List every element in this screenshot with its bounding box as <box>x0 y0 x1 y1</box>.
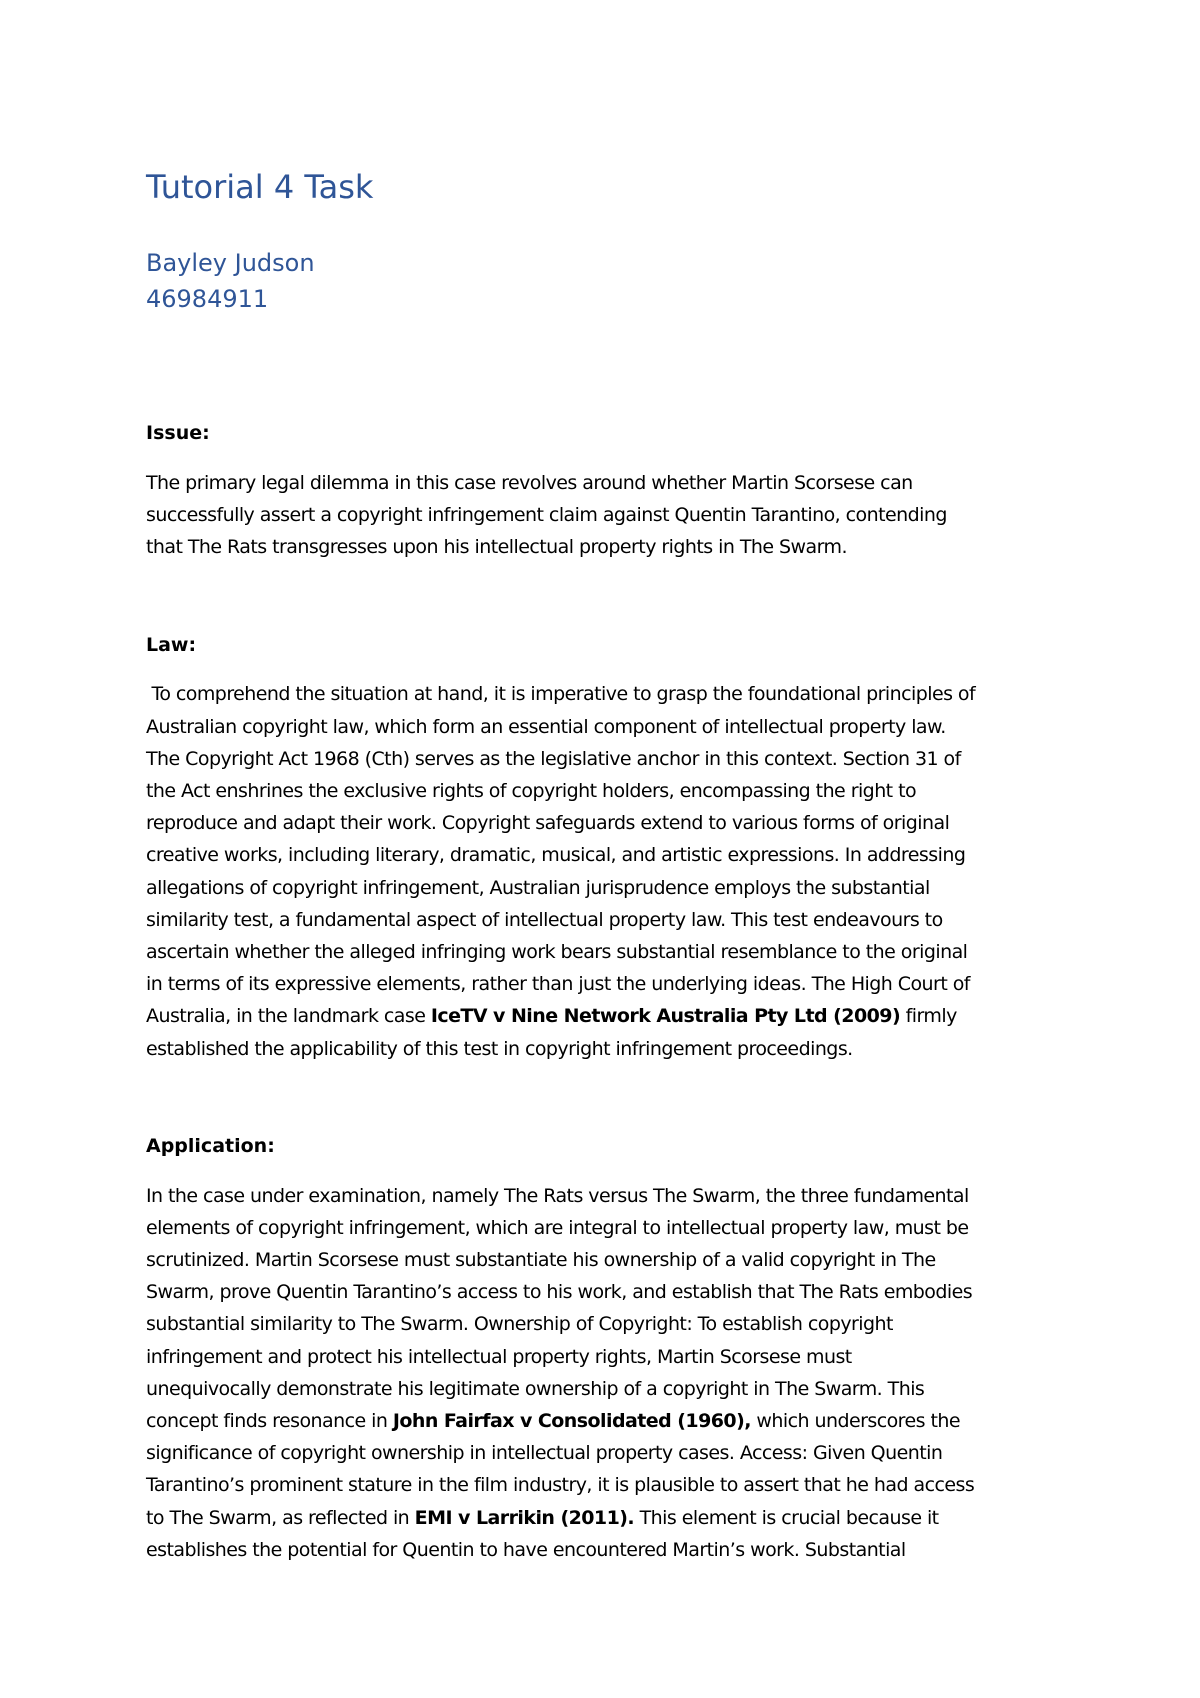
paragraph-line: ascertain whether the alleged infringing work bears substantial resemblance to the original <box>146 941 968 964</box>
paragraph-line: substantial similarity to The Swarm. Ownership of Copyright: To establish copyright <box>146 1313 893 1336</box>
paragraph-line-case-citation <box>146 1405 1076 1437</box>
paragraph-line: elements of copyright infringement, which are integral to intellectual property law, must be <box>146 1216 969 1239</box>
paragraph-line: Australian copyright law, which form an essential component of intellectual property law. <box>146 715 946 738</box>
paragraph-line: reproduce and adapt their work. Copyright safeguards extend to various forms of original <box>146 812 950 835</box>
section-application <box>146 1135 1076 1566</box>
line-text: concept finds resonance in <box>146 1410 393 1433</box>
paragraph-line-case-citation <box>146 1502 1076 1534</box>
line-text: which underscores the <box>750 1410 961 1433</box>
case-citation-icetv: IceTV v Nine Network Australia Pty Ltd (2009) <box>430 1005 901 1028</box>
section-issue <box>146 422 1076 563</box>
section-heading-application: Application: <box>146 1134 275 1157</box>
paragraph-line: scrutinized. Martin Scorsese must substantiate his ownership of a valid copyright in The <box>146 1249 936 1272</box>
paragraph-line: In the case under examination, namely The Rats versus The Swarm, the three fundamental <box>146 1184 969 1207</box>
paragraph-line: unequivocally demonstrate his legitimate ownership of a copyright in The Swarm. This <box>146 1377 925 1400</box>
application-paragraph <box>146 1180 1076 1566</box>
paragraph-line: similarity test, a fundamental aspect of intellectual property law. This test endeavours to <box>146 908 943 931</box>
paragraph-line: established the applicability of this test in copyright infringement proceedings. <box>146 1037 853 1060</box>
paragraph-line: successfully assert a copyright infringement claim against Quentin Tarantino, contending <box>146 504 947 527</box>
paragraph-line: To comprehend the situation at hand, it is imperative to grasp the foundational principles of <box>146 683 976 706</box>
section-spacer <box>146 1065 1076 1135</box>
line-text: firmly <box>900 1005 957 1028</box>
section-law <box>146 634 1076 1065</box>
paragraph-line-case-citation <box>146 1000 1076 1032</box>
paragraph-line: allegations of copyright infringement, Australian jurisprudence employs the substantial <box>146 876 930 899</box>
paragraph-line: in terms of its expressive elements, rather than just the underlying ideas. The High Court of <box>146 973 970 996</box>
author-block <box>146 245 1076 317</box>
case-citation-fairfax: John Fairfax v Consolidated (1960), <box>392 1410 751 1433</box>
paragraph-line: establishes the potential for Quentin to have encountered Martin’s work. Substantial <box>146 1538 906 1561</box>
section-spacer <box>146 564 1076 634</box>
paragraph-line: creative works, including literary, dramatic, musical, and artistic expressions. In addressing <box>146 844 966 867</box>
law-paragraph <box>146 678 1076 1064</box>
section-heading-issue: Issue: <box>146 422 210 445</box>
line-text: This element is crucial because it <box>634 1506 939 1529</box>
issue-paragraph <box>146 467 1076 564</box>
paragraph-line: the Act enshrines the exclusive rights of copyright holders, encompassing the right to <box>146 780 917 802</box>
line-text: Australia, in the landmark case <box>146 1005 431 1028</box>
document-title: Tutorial 4 Task <box>146 168 374 206</box>
paragraph-line: The primary legal dilemma in this case revolves around whether Martin Scorsese can <box>146 471 913 494</box>
paragraph-line: infringement and protect his intellectual property rights, Martin Scorsese must <box>146 1345 852 1368</box>
case-citation-emi: EMI v Larrikin (2011). <box>414 1506 635 1529</box>
section-heading-law: Law: <box>146 633 197 656</box>
paragraph-line: significance of copyright ownership in intellectual property cases. Access: Given Quentin <box>146 1442 943 1465</box>
paragraph-line: that The Rats transgresses upon his intellectual property rights in The Swarm. <box>146 536 847 559</box>
author-name: Bayley Judson <box>146 249 315 278</box>
document-body <box>146 170 1076 1566</box>
paragraph-line: Swarm, prove Quentin Tarantino’s access to his work, and establish that The Rats embodies <box>146 1281 973 1304</box>
paragraph-line: The Copyright Act 1968 (Cth) serves as the legislative anchor in this context. Section 31 of <box>146 747 961 770</box>
student-id: 46984911 <box>146 285 269 314</box>
paragraph-line: Tarantino’s prominent stature in the film industry, it is plausible to assert that he had access <box>146 1474 975 1497</box>
line-text: to The Swarm, as reflected in <box>146 1506 415 1529</box>
